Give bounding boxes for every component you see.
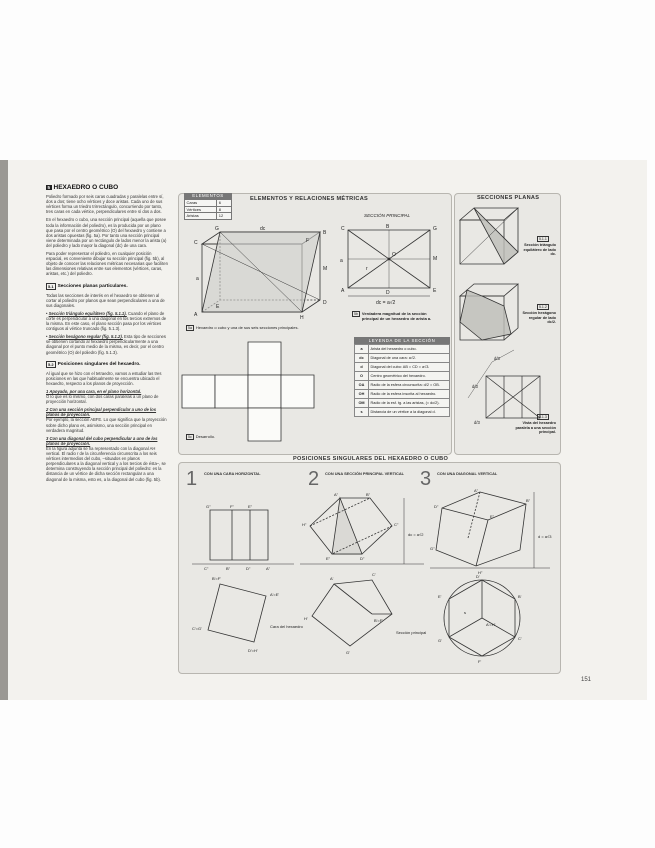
table-row — [355, 390, 450, 399]
fig-5a-caption — [186, 325, 299, 331]
plan-outline — [312, 580, 392, 646]
table-row — [355, 399, 450, 408]
vertex-label: H'' — [302, 522, 307, 527]
legend-text: Radio de la esfera inscrita al hexaedro. — [369, 390, 450, 399]
vertex-label: D'' — [246, 566, 251, 571]
figure-number: 5a — [188, 326, 192, 330]
table-row — [355, 354, 450, 363]
sub2-item-1 — [46, 389, 168, 404]
intro-paragraph-2: En el hexaedro o cubo, una sección principal (aquella que posee toda la información del poliedro), es la producida por un plano que pasa por el centro geométrico (O) del hexaedro y contiene a dos aristas opuestas (fig. 5a). Por tanto una sección principal viene determinada por un rectángulo de lados menor la arista (a) del poliedro y lado mayor la diagonal (dc) de una cara. — [46, 217, 167, 248]
legend-key: OM — [355, 399, 369, 408]
text-column — [46, 185, 168, 485]
table-cell: 6 — [217, 200, 232, 207]
legend-text: Diagonal de una cara: a√2. — [369, 354, 450, 363]
vertex-label: B'=F' — [212, 576, 221, 581]
net-face — [248, 408, 281, 441]
fig-5-1-2-number — [537, 304, 549, 310]
sub1-item-1: • Sección triángulo equilátero (fig. 5.1.1). Cuando el plano de corte es perpendicular a una diagonal en los tercios extremos de la misma. En este caso, el plano sección pasa por los vértices contiguos al vértice truncado (fig. 5.1.3). — [46, 310, 167, 332]
figure-number: 5.1.3 — [539, 415, 547, 419]
sub2-item-2-text: Por ejemplo, la sección ABFE. Lo que significa que la proyección sobre dicho plano es, asimismo, una sección principal en verdadera magnitud. — [46, 417, 167, 433]
cube-label: B — [323, 230, 327, 236]
sub2-item-2-head: 2 Con una sección principal perpendicular a uno de los planos de proyección. — [46, 407, 157, 418]
sub2-paragraph: Al igual que se hizo con el tetraedro, vamos a estudiar las tres posiciones en las que habitualmente se encuentra ubicado el hexaedro, respecto a los planos de proyección. — [46, 370, 162, 386]
elements-table — [184, 199, 232, 220]
fig-5-1-1-caption: Sección triángulo equilátero de lado dc. — [523, 243, 556, 257]
distance-label: s — [464, 610, 466, 615]
cube-label: E — [216, 304, 220, 310]
sub1-item-2-text: Esta tipo de secciones se obtienen cortando al hexaedro perpendicularmente a una diagonal por el punto medio de la misma, es decir, por el centro geométrico (O) del poliedro (fig. 5.1.3). — [46, 334, 166, 355]
vertex-label: F'' — [230, 504, 234, 509]
cube-label: M — [323, 266, 328, 272]
fig-5c-caption — [186, 434, 215, 440]
figure-number: 5b — [354, 312, 358, 316]
section-label: M — [433, 256, 438, 262]
sub2-item-2 — [46, 407, 168, 432]
dimension-label: d/3 — [472, 384, 478, 389]
cube-label: C — [194, 240, 198, 246]
intro-paragraph-3: Para poder representar el poliedro, en cualquier posición espacial, es conveniente dibujar su sección principal (fig. 5b), al objeto de conocer las relaciones métricas necesarias que faciliten las dimensiones relativas entre sus elementos (vértices, caras, aristas, etc.) del poliedro. — [46, 251, 168, 277]
vertex-label: H'' — [478, 570, 483, 575]
section-label: r — [366, 266, 368, 272]
dimension-label: d = a√3 — [538, 534, 552, 539]
table-row — [355, 363, 450, 372]
legend-key: OH — [355, 390, 369, 399]
cube-net-figure-5c — [182, 340, 347, 448]
figure-number: 5.1.2 — [539, 305, 547, 309]
net-face — [281, 375, 314, 408]
dimension-label: d/3 — [494, 356, 500, 361]
fig-5b-caption — [352, 311, 444, 321]
vertex-label: C' — [372, 572, 376, 577]
principal-section-figure-5b — [336, 222, 446, 312]
vertex-label: G'' — [206, 504, 211, 509]
dimension-line — [468, 362, 492, 398]
sub1-item-1-head: Sección triángulo equilátero (fig. 5.1.1). — [48, 310, 127, 316]
hexagon-section — [460, 290, 511, 340]
subsection-5-1-title — [46, 283, 168, 290]
vertex-label: A'=H' — [486, 622, 496, 627]
subsection-number: 5.2 — [48, 361, 54, 367]
cube-label: a — [196, 276, 199, 282]
plan-edge — [334, 584, 372, 614]
vertex-label: D' — [476, 574, 480, 579]
vertex-label: F' — [478, 659, 482, 664]
cube-hexagon-section-figure — [458, 282, 522, 346]
section-label: B — [386, 224, 390, 230]
subsection-5-2-title — [46, 361, 168, 368]
section-label: G — [433, 226, 437, 232]
table-row — [355, 408, 450, 417]
plan-edge — [482, 618, 515, 637]
section-label: A — [341, 288, 345, 294]
position-2-number: 2 — [308, 468, 320, 490]
legend-text: Distancia de un vértice a la diagonal d. — [369, 408, 450, 417]
cube-label: D — [323, 300, 327, 306]
position-1-figure — [186, 488, 306, 664]
cube-label: F — [306, 238, 310, 244]
caption-text: Verdadera magnitud de la sección principal de un hexaedro de arista a. — [361, 311, 432, 321]
cube-label: H — [300, 315, 304, 321]
triangle-section — [474, 208, 518, 264]
elevation-rectangle — [210, 510, 268, 560]
vertex-label: E' — [438, 594, 442, 599]
vertex-label: E'' — [490, 514, 495, 519]
legend-key: O — [355, 372, 369, 381]
elements-panel-title: ELEMENTOS Y RELACIONES MÉTRICAS — [250, 196, 369, 202]
vertex-label: G' — [346, 650, 350, 655]
vertex-label: G' — [438, 638, 442, 643]
position-3-number: 3 — [420, 468, 432, 490]
sub2-item-1-text: O lo que es lo mismo, con dos caras paralelas a un plano de proyección horizontal. — [46, 394, 159, 405]
vertex-label: B'' — [366, 492, 371, 497]
table-cell: 8 — [217, 206, 232, 213]
subsection-title-text: Posiciones singulares del hexaedro. — [57, 361, 141, 367]
section-title — [46, 185, 168, 190]
table-cell: Caras — [185, 200, 217, 207]
cube-top — [460, 208, 518, 220]
position-1-number: 1 — [186, 468, 198, 490]
net-face — [215, 375, 248, 408]
vertex-label: C' — [518, 636, 522, 641]
figure-number: 5c — [188, 435, 192, 439]
legend-key: OA — [355, 381, 369, 390]
net-face — [182, 375, 215, 408]
legend-title: LEYENDA DE LA SECCIÓN — [354, 337, 450, 344]
dimension-label: d/3 — [474, 420, 480, 425]
net-face — [248, 342, 281, 375]
vertex-label: C'=G' — [192, 626, 202, 631]
positions-panel-title: POSICIONES SINGULARES DEL HEXAEDRO O CUBO — [290, 456, 451, 462]
sub2-item-3-text: En la figura adjunta se ha representado con la diagonal AH vertical. El radio r de la circunferencia circunscrita a los seis vértices intermedios del cubo, –situados en planos perpendiculares a la diagonal vertical y a los tercios de ésta–, se determina construyendo la sección principal del poliedro: es la distancia de un vértice de dicha sección rectangular a una diagonal de la misma, esto es, a la diagonal del cubo (fig. 5b). — [46, 445, 166, 482]
legend-text: Radio de la esfera circunscrita: d/2 = OB. — [369, 381, 450, 390]
vertex-label: D'=H' — [248, 648, 258, 653]
table-row — [185, 213, 232, 220]
sub1-item-2-head: Sección hexágono regular (fig. 5.1.2). — [48, 334, 123, 340]
legend-key: dc — [355, 354, 369, 363]
page-number: 151 — [581, 677, 592, 683]
elements-table-title: ELEMENTOS — [184, 193, 232, 199]
vertex-label: A'' — [334, 492, 339, 497]
elevation-outline — [436, 492, 526, 566]
sub1-paragraph: Todas las secciones de interés en el hexaedro se obtienen al cortar al poliedro por planos que sean perpendiculares a una de sus diagonales. — [46, 292, 165, 308]
sections-panel-title: SECCIONES PLANAS — [477, 195, 540, 201]
position-2-figure — [300, 488, 428, 664]
caption-text: Desarrollo. — [195, 434, 216, 439]
position-3-figure — [430, 488, 555, 664]
table-row — [355, 345, 450, 354]
cube-label: G — [215, 226, 219, 232]
cube-label: A — [194, 312, 198, 318]
vertex-label: C'' — [394, 522, 399, 527]
plan-square — [208, 584, 266, 642]
vertex-label: B'' — [226, 566, 231, 571]
section-label: O — [392, 252, 396, 258]
center-point — [388, 258, 391, 261]
sub2-item-3 — [46, 436, 168, 482]
page-binding-edge — [0, 160, 8, 700]
sub1-item-2: • Sección hexágono regular (fig. 5.1.2). Esta tipo de secciones se obtienen cortando al hexaedro perpendicularmente a una diagonal por el punto medio de la misma, es decir, por el centro geométrico (O) del poliedro (fig. 5.1.3). — [46, 334, 166, 355]
legend-text: Centro geométrico del hexaedro. — [369, 372, 450, 381]
fig-5-1-2-caption: Sección hexágono regular de lado dc/2. — [522, 311, 556, 325]
subsection-number: 5.1 — [48, 283, 54, 289]
vertex-label: B' — [518, 594, 522, 599]
legend-text: Radio de la esf. tg. a las aristas, (= dc/2). — [369, 399, 450, 408]
elevation-edge — [442, 508, 488, 520]
table-cell: 12 — [217, 213, 232, 220]
section-label: a — [340, 258, 343, 264]
section-label: C — [341, 226, 345, 232]
fig-5-1-3-caption: Vista del hexaedro paralela a una sección principal. — [515, 421, 556, 435]
table-row — [355, 372, 450, 381]
table-cell: Aristas — [185, 213, 217, 220]
table-row — [355, 381, 450, 390]
vertex-label: B'' — [526, 498, 531, 503]
fig-5-1-1-number — [537, 236, 549, 242]
legend-key: s — [355, 408, 369, 417]
vertex-label: A'=E' — [270, 592, 280, 597]
section-title: SECCIÓN PRINCIPAL — [364, 213, 411, 218]
elevation-edge — [476, 520, 488, 566]
vertex-label: E'' — [326, 556, 331, 561]
vertex-label: H' — [304, 616, 308, 621]
cube-figure-5a — [180, 222, 330, 322]
dimension-label: dc = a√2 — [408, 532, 424, 537]
sub2-item-3-head: 3 Con una diagonal del cubo perpendicular a uno de los planos de proyección. — [46, 435, 158, 446]
sub2-item-1-head: 1 Apoyado, por una cara, en el plano horizontal. — [46, 389, 142, 394]
vertex-label: A' — [330, 576, 334, 581]
vertex-label: B'=F' — [374, 618, 383, 623]
legend-table — [354, 344, 450, 417]
position-2-title: CON UNA SECCIÓN PRINCIPAL VERTICAL — [325, 471, 405, 476]
formula: dc = a√2 — [376, 300, 396, 306]
legend-key: d — [355, 363, 369, 372]
vertex-label: A'' — [474, 488, 479, 493]
legend-key: a — [355, 345, 369, 354]
vertex-label: C'' — [204, 566, 209, 571]
vertex-label: D'' — [360, 556, 365, 561]
sub1-item-1-text: Cuando el plano de corte es perpendicular a una diagonal en los tercios extremos de la misma. En este caso, el plano sección pasa por los vértices contiguos al vértice truncado (fig. 5.1.3). — [46, 310, 167, 332]
fig-5-1-3-number — [537, 414, 549, 420]
vertex-label: G'' — [430, 546, 435, 551]
vertex-label: E'' — [248, 504, 253, 509]
subsection-title-text: Secciones planas particulares. — [57, 283, 128, 289]
caption-text: Hexaedro o cubo y una de sus seis secciones principales. — [195, 325, 299, 330]
net-face — [248, 375, 281, 408]
section-label: E — [433, 288, 437, 294]
annotation-label: Cara del hexaedro — [270, 624, 303, 629]
cube-triangle-section-figure — [458, 206, 522, 270]
position-3-title: CON UNA DIAGONAL VERTICAL — [437, 471, 498, 476]
plan-edge — [449, 618, 482, 637]
figure-number: 5.1.1 — [539, 237, 547, 241]
legend-text: Arista del hexaedro o cubo. — [369, 345, 450, 354]
annotation-label: Sección principal — [396, 630, 427, 635]
table-cell: Vértices — [185, 206, 217, 213]
section-title-text: HEXAEDRO O CUBO — [53, 184, 119, 191]
position-1-title: CON UNA CARA HORIZONTAL — [204, 471, 261, 476]
intro-paragraph-1: Poliedro formado por seis caras cuadradas y paralelas entre sí, dos a dos; tiene ocho vértices y doce aristas. Cada uno de sus vértices forma un triedro trirrectángulo, concurriendo por tanto, tres caras en cada vértice, perpendiculares entre sí dos a dos. — [46, 194, 164, 215]
legend-text: Diagonal del cubo: AB = CD = a√3. — [369, 363, 450, 372]
section-label: D — [386, 290, 390, 296]
vertex-label: D'' — [434, 504, 439, 509]
vertex-label: A'' — [266, 566, 271, 571]
cube-label: dc — [260, 226, 266, 232]
section-number: 5 — [47, 185, 51, 190]
section-face — [332, 498, 362, 554]
